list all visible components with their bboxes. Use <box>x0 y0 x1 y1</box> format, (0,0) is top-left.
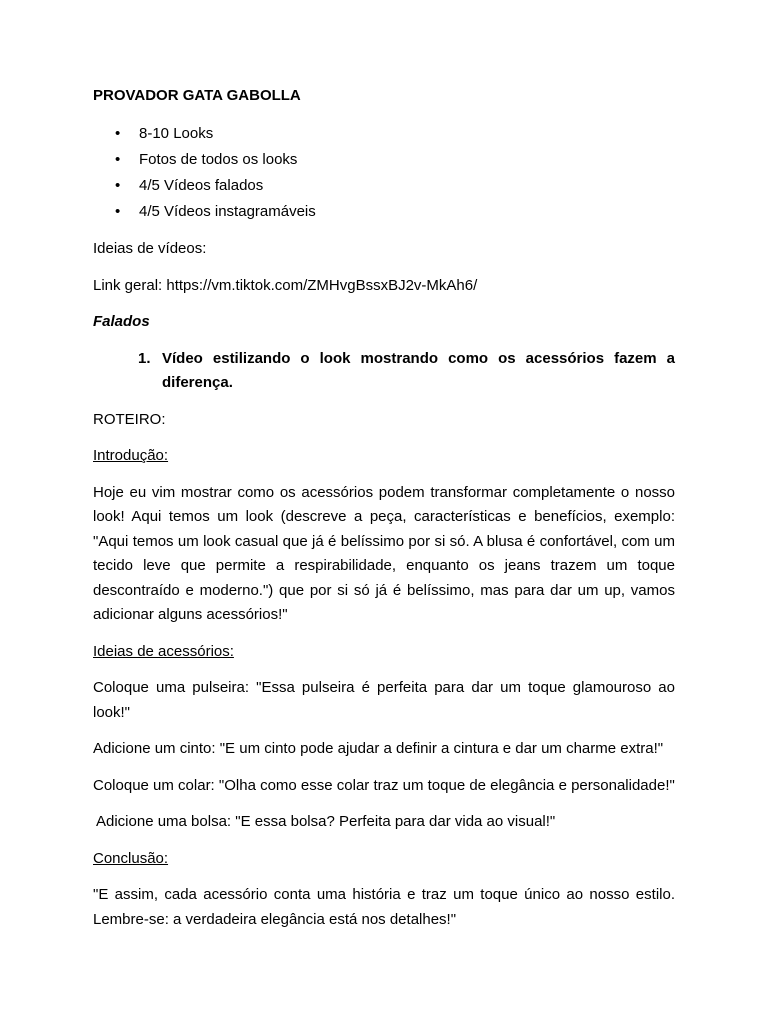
bullet-icon: • <box>115 125 121 142</box>
introducao-heading: Introdução: <box>93 447 169 464</box>
conclusao-heading: Conclusão: <box>93 849 169 867</box>
item-text: Vídeo estilizando o look mostrando como os acessórios fazem a diferença. <box>162 349 675 391</box>
bullet-icon: • <box>115 177 121 194</box>
roteiro-label: ROTEIRO: <box>93 410 166 428</box>
conclusao-paragraph: "E assim, cada acessório conta uma história e traz um toque único ao nosso estilo. Lembre-se: a verdadeira elegância está nos detalhes!" <box>93 886 675 928</box>
list-item <box>93 199 675 225</box>
acessorio-cinto: Adicione um cinto: "E um cinto pode ajudar a definir a cintura e dar um charme extra!" <box>93 740 664 757</box>
general-link-line: Link geral: https://vm.tiktok.com/ZMHvgBssxBJ2v-MkAh6/ <box>93 276 478 294</box>
falados-heading: Falados <box>93 313 150 330</box>
list-item <box>93 147 675 173</box>
list-item <box>93 121 675 147</box>
acessorio-colar: Coloque um colar: "Olha como esse colar traz um toque de elegância e personalidade!" <box>93 776 675 794</box>
list-item-text: 4/5 Vídeos falados <box>139 177 264 194</box>
acessorio-pulseira: Coloque uma pulseira: "Essa pulseira é perfeita para dar um toque glamouroso ao look!" <box>93 679 675 721</box>
list-item-text: 8-10 Looks <box>139 125 214 142</box>
bullet-icon: • <box>115 203 121 220</box>
acessorios-heading: Ideias de acessórios: <box>93 642 234 660</box>
numbered-item-1 <box>93 347 675 396</box>
document-page <box>93 86 675 944</box>
acessorio-bolsa: Adicione uma bolsa: "E essa bolsa? Perfeita para dar vida ao visual!" <box>96 813 556 830</box>
list-item <box>93 173 675 199</box>
item-number: 1. <box>138 349 151 367</box>
list-item-text: Fotos de todos os looks <box>139 151 298 168</box>
list-item-text: 4/5 Vídeos instagramáveis <box>139 203 316 220</box>
video-ideas-label: Ideias de vídeos: <box>93 240 207 257</box>
introducao-paragraph: Hoje eu vim mostrar como os acessórios podem transformar completamente o nosso look! Aqui temos um look (descreve a peça, características e benefícios, exemplo: "Aqui temos um look casual que já é belíssimo por si só. A blusa é confortável, com um tecido leve que permite a respirabilidade, enquanto os jeans trazem um toque descontraído e moderno.") que por si só já é belíssimo, mas para dar um up, vamos adicionar alguns acessórios!" <box>93 483 675 623</box>
document-title: PROVADOR GATA GABOLLA <box>93 87 301 104</box>
bullet-icon: • <box>115 151 121 168</box>
deliverables-list <box>93 121 675 225</box>
